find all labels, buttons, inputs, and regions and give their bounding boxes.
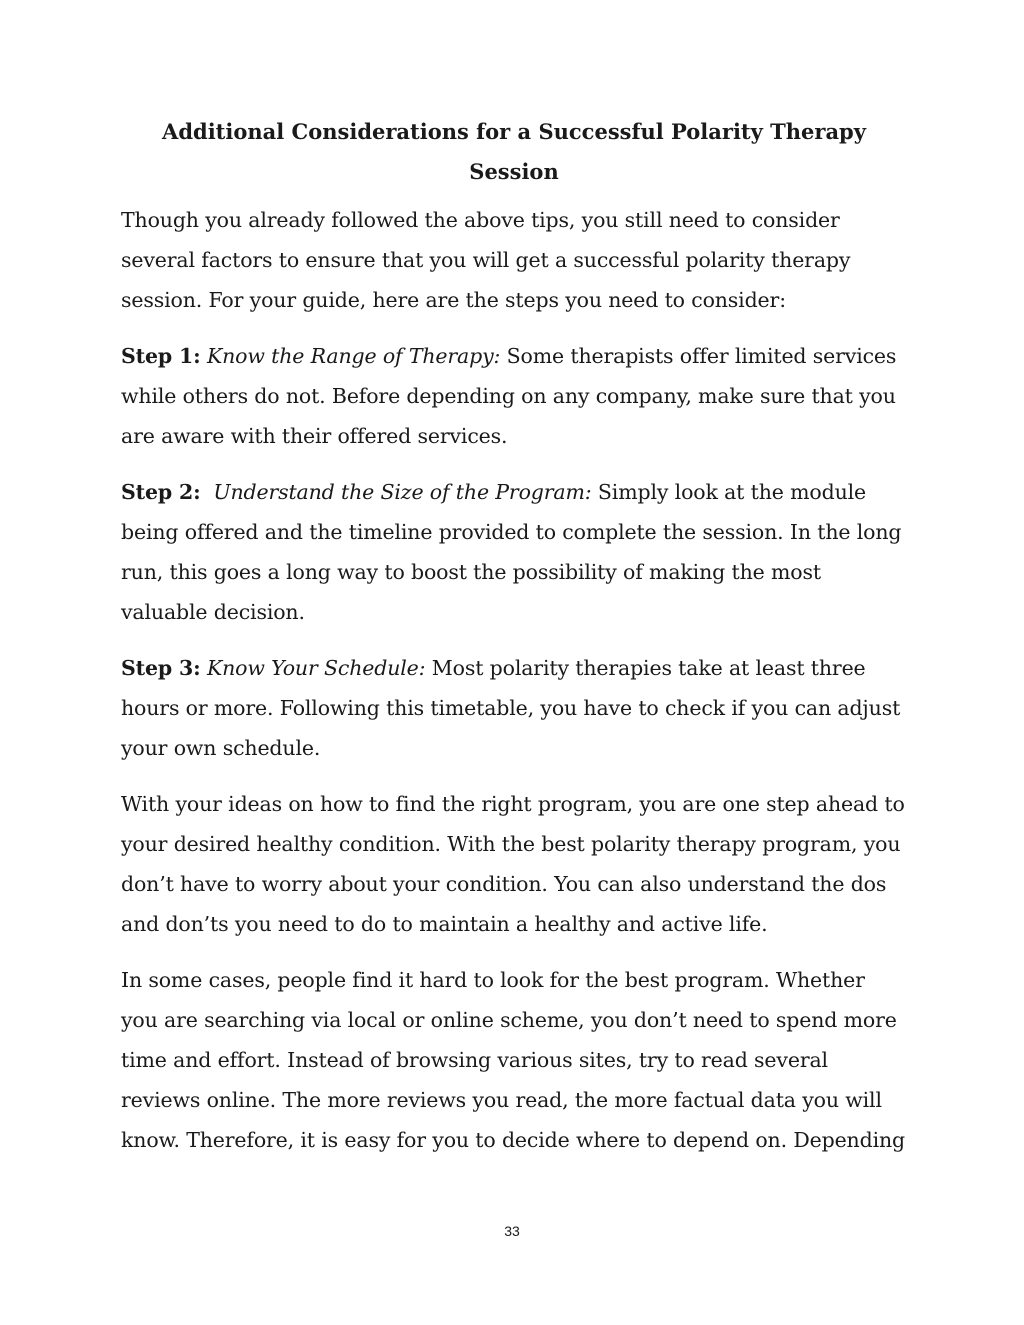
step-1-title: Know the Range of Therapy: — [206, 344, 501, 368]
step-3-paragraph — [121, 648, 907, 768]
document-page — [121, 112, 907, 1176]
step-1-text: Some therapists offer limited services while others do not. Before depending on any company, make sure that you are aware with their offered services. — [121, 344, 897, 448]
intro-paragraph: Though you already followed the above tips, you still need to consider several factors to ensure that you will get a successful polarity therapy session. For your guide, here are the steps you need to consider: — [121, 208, 851, 312]
step-1-paragraph — [121, 336, 907, 456]
body-paragraph-1: With your ideas on how to find the right program, you are one step ahead to your desired healthy condition. With the best polarity therapy program, you don’t have to worry about your condition. You can also understand the dos and don’ts you need to do to maintain a healthy and active life. — [121, 792, 905, 936]
step-3-text: Most polarity therapies take at least three hours or more. Following this timetable, you have to check if you can adjust your own schedule. — [121, 656, 901, 760]
step-3-label: Step 3: — [121, 656, 201, 680]
step-2-label: Step 2: — [121, 480, 201, 504]
step-2-text: Simply look at the module being offered and the timeline provided to complete the session. In the long run, this goes a long way to boost the possibility of making the most valuable decision. — [121, 480, 902, 624]
step-2-title: Understand the Size of the Program: — [213, 480, 592, 504]
step-3-title: Know Your Schedule: — [206, 656, 426, 680]
step-1-label: Step 1: — [121, 344, 201, 368]
page-number: 33 — [504, 1223, 520, 1239]
page-title: Additional Considerations for a Successful Polarity Therapy Session — [162, 119, 866, 184]
step-2-paragraph — [121, 472, 907, 632]
body-paragraph-2: In some cases, people find it hard to look for the best program. Whether you are searching via local or online scheme, you don’t need to spend more time and effort. Instead of browsing various sites, try to read several reviews online. The more reviews you read, the more factual data you will know. Therefore, it is easy for you to decide where to depend on. Depending — [121, 968, 906, 1152]
